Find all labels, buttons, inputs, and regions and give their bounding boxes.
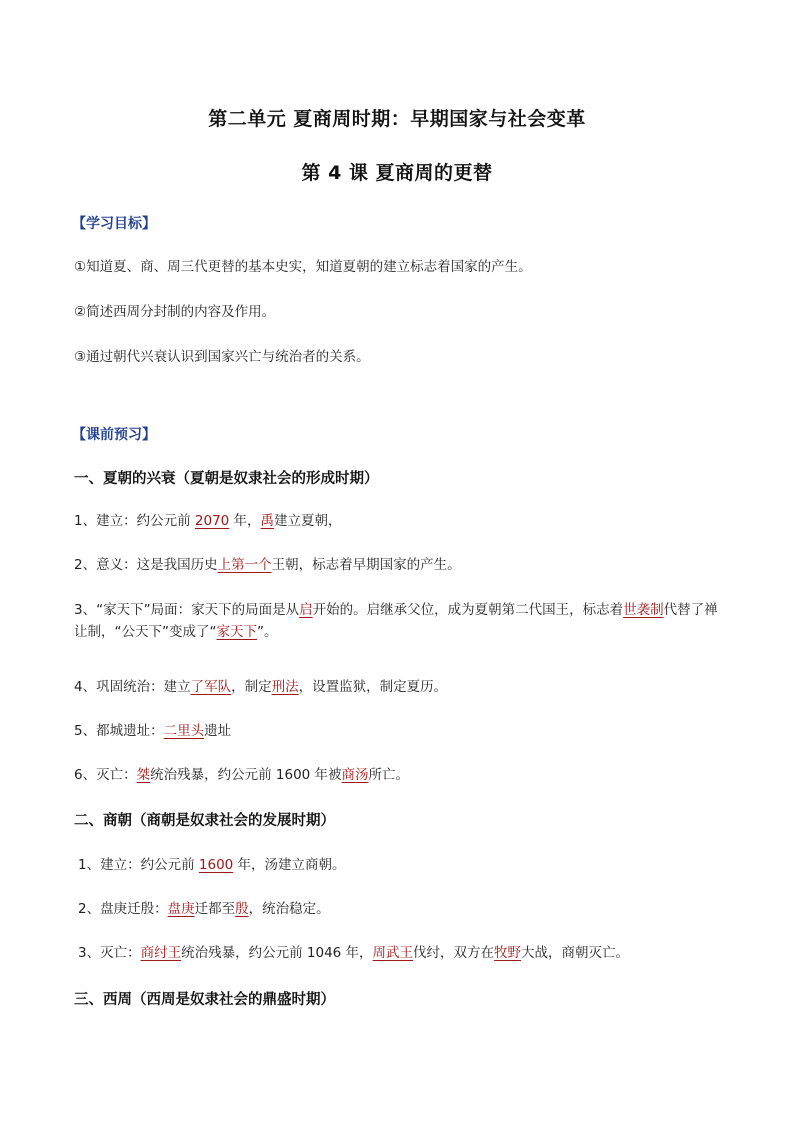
shang-heading: 二、商朝（商朝是奴隶社会的发展时期）: [74, 813, 335, 829]
answer-blank: 2070: [194, 513, 230, 529]
text-run: ，制定: [231, 679, 272, 695]
answer-blank: 刑法: [271, 679, 299, 695]
text-run: 2、盘庚迁殷：: [78, 901, 168, 917]
answer-blank: 盘庚: [167, 901, 195, 917]
text-run: 1、建立：约公元前: [78, 857, 199, 873]
xia-item-2: [74, 555, 734, 576]
answer-blank: 上第一个: [217, 557, 272, 573]
answer-blank: 二里头: [163, 723, 205, 739]
text-run: 6、灭亡：: [74, 767, 137, 783]
text-run: ，设置监狱，制定夏历。: [298, 679, 448, 695]
text-run: 统治残暴，约公元前 1046 年，: [181, 945, 373, 961]
text-run: 年，: [229, 513, 261, 529]
answer-blank: 商纣王: [140, 945, 182, 961]
text-run: 代替了禅让制，“公天下”变成了“: [74, 602, 718, 640]
lesson-title: 第 4 课 夏商周的更替: [301, 162, 493, 184]
learning-goals-tag: 【学习目标】: [72, 216, 156, 232]
answer-blank: 周武王: [372, 945, 414, 961]
answer-blank: 1600: [198, 857, 234, 873]
preview-tag: 【课前预习】: [72, 427, 156, 443]
answer-blank: 了军队: [190, 679, 232, 695]
xia-item-1: [74, 511, 734, 532]
shang-item-1: [78, 855, 738, 876]
shang-item-3: [78, 943, 738, 964]
text-run: 3、灭亡：: [78, 945, 141, 961]
goal-item-3: ③通过朝代兴衰认识到国家兴亡与统治者的关系。: [74, 349, 370, 365]
xia-heading: 一、夏朝的兴衰（夏朝是奴隶社会的形成时期）: [74, 471, 379, 487]
unit-title: 第二单元 夏商周时期：早期国家与社会变革: [208, 108, 586, 130]
answer-blank: 世袭制: [623, 602, 664, 618]
text-run: 王朝，标志着早期国家的产生。: [271, 557, 461, 573]
answer-blank: 家天下: [216, 624, 257, 640]
zhou-heading: 三、西周（西周是奴隶社会的鼎盛时期）: [74, 992, 335, 1008]
shang-item-2: [78, 899, 738, 920]
text-run: ，统治稳定。: [248, 901, 330, 917]
text-run: ”。: [256, 624, 278, 640]
text-run: 伐纣，双方在: [413, 945, 495, 961]
text-run: 1、建立：约公元前: [74, 513, 195, 529]
text-run: 迁都至: [194, 901, 236, 917]
text-run: 建立夏朝，: [274, 513, 342, 529]
text-run: 所亡。: [368, 767, 410, 783]
answer-blank: 殷: [235, 901, 249, 917]
text-run: 年，汤建立商朝。: [233, 857, 346, 873]
text-run: 5、都城遗址：: [74, 723, 164, 739]
answer-blank: 禹: [260, 513, 275, 529]
answer-blank: 牧野: [494, 945, 522, 961]
text-run: 4、巩固统治：建立: [74, 679, 191, 695]
answer-blank: 启: [299, 602, 313, 618]
text-run: 2、意义：这是我国历史: [74, 557, 218, 573]
text-run: 大战，商朝灭亡。: [521, 945, 630, 961]
answer-blank: 商汤: [341, 767, 369, 783]
text-run: 遗址: [204, 723, 232, 739]
xia-item-6: [74, 765, 734, 786]
text-run: 开始的。启继承父位，成为夏朝第二代国王，标志着: [312, 602, 624, 618]
xia-item-4: [74, 677, 734, 698]
xia-item-5: [74, 721, 734, 742]
text-run: 3、“家天下”局面：家天下的局面是从: [74, 602, 300, 618]
goal-item-2: ②简述西周分封制的内容及作用。: [74, 304, 276, 320]
goal-item-1: ①知道夏、商、周三代更替的基本史实，知道夏朝的建立标志着国家的产生。: [74, 259, 532, 275]
answer-blank: 桀: [136, 767, 151, 783]
text-run: 统治残暴，约公元前 1600 年被: [150, 767, 342, 783]
xia-item-3: [74, 599, 724, 643]
